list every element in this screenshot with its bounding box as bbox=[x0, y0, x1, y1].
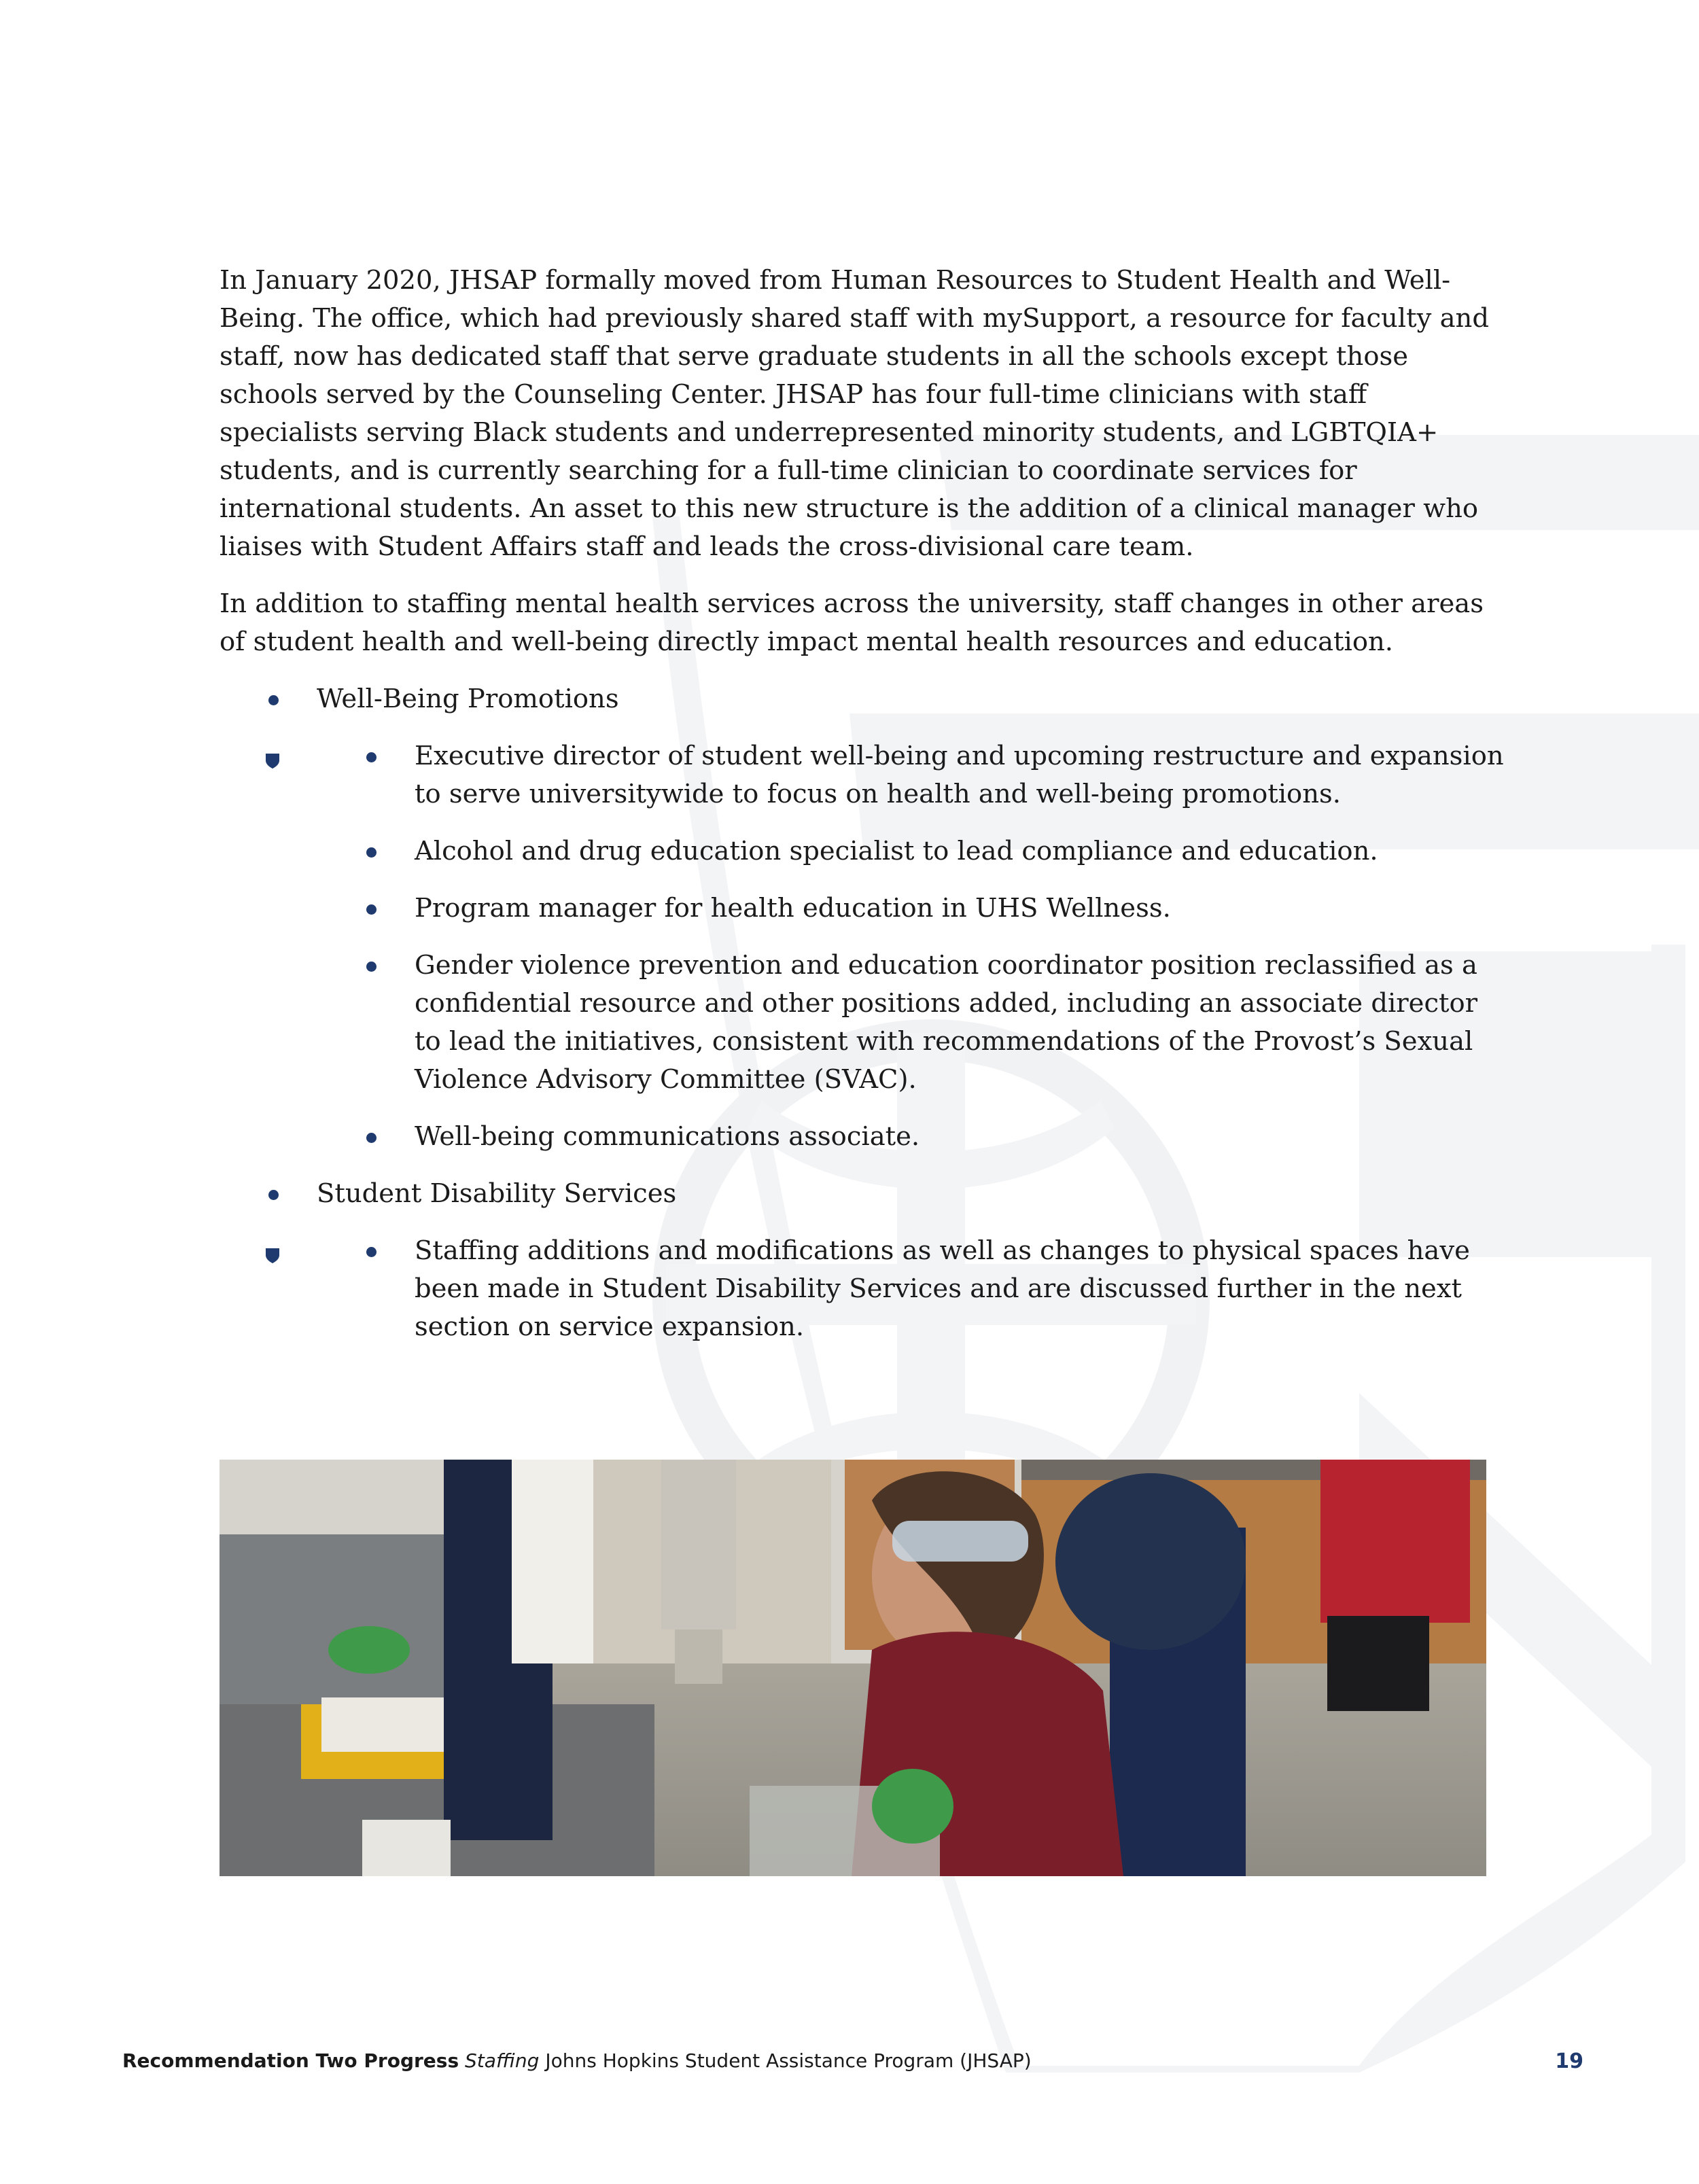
section-title-well-being: Well-Being Promotions bbox=[317, 684, 619, 714]
page-number: 19 bbox=[1555, 2049, 1583, 2073]
footer-section-title: Recommendation Two Progress bbox=[122, 2049, 459, 2072]
footer-program-name: Johns Hopkins Student Assistance Program (JHSAP) bbox=[545, 2049, 1032, 2072]
bullet-icon bbox=[366, 904, 376, 915]
list-item bbox=[220, 890, 1511, 928]
list-item bbox=[220, 680, 1511, 718]
list-item bbox=[220, 1118, 1511, 1156]
list-item-text: Alcohol and drug education specialist to lead compliance and education. bbox=[415, 836, 1378, 866]
body-text bbox=[220, 262, 1511, 1365]
paragraph-staff-changes: In addition to staffing mental health services across the university, staff changes in other areas of student health and well-being directly impact mental health resources and education. bbox=[220, 588, 1484, 657]
section-title-disability: Student Disability Services bbox=[317, 1178, 677, 1209]
list-item-text: Executive director of student well-being and upcoming restructure and expansion to serve universitywide to focus on health and well-being promotions. bbox=[415, 741, 1504, 809]
list-item bbox=[220, 737, 1511, 813]
shield-icon bbox=[266, 1248, 279, 1263]
list-item bbox=[220, 832, 1511, 870]
list-item bbox=[220, 947, 1511, 1099]
footer-italic-label: Staffing bbox=[465, 2049, 540, 2072]
bullet-icon bbox=[366, 847, 376, 858]
bullet-icon bbox=[366, 1133, 376, 1143]
page-footer bbox=[122, 2049, 1583, 2072]
bullet-icon bbox=[366, 962, 376, 972]
list-item bbox=[220, 1232, 1511, 1346]
list-item-text: Well-being communications associate. bbox=[415, 1121, 920, 1152]
list-item-text: Staffing additions and modifications as well as changes to physical spaces have been made in Student Disability Services and are discussed further in the next section on service expansion. bbox=[415, 1235, 1470, 1342]
list-item-text: Gender violence prevention and education coordinator position reclassified as a confidential resource and other positions added, including an associate director to lead the initiatives, consistent with recommendations of the Provost’s Sexual Violence Advisory Committee (SVAC). bbox=[415, 950, 1478, 1095]
bullet-icon bbox=[366, 752, 376, 762]
bullet-icon bbox=[268, 1190, 279, 1200]
list-item-text: Program manager for health education in UHS Wellness. bbox=[415, 893, 1171, 923]
bullet-icon bbox=[366, 1247, 376, 1257]
paragraph-jhsap-move: In January 2020, JHSAP formally moved from Human Resources to Student Health and Well-Being. The office, which had previously shared staff with mySupport, a resource for faculty and staff, now has dedicated staff that serve graduate students in all the schools except those schools served by the Counseling Center. JHSAP has four full-time clinicians with staff specialists serving Black students and underrepresented minority students, and LGBTQIA+ students, and is currently searching for a full-time clinician to coordinate services for international students. An asset to this new structure is the addition of a clinical manager who liaises with Student Affairs staff and leads the cross-divisional care team. bbox=[220, 265, 1489, 562]
shield-icon bbox=[266, 754, 279, 769]
bullet-icon bbox=[268, 695, 279, 705]
lab-photo bbox=[220, 1460, 1486, 1876]
list-item bbox=[220, 1175, 1511, 1213]
